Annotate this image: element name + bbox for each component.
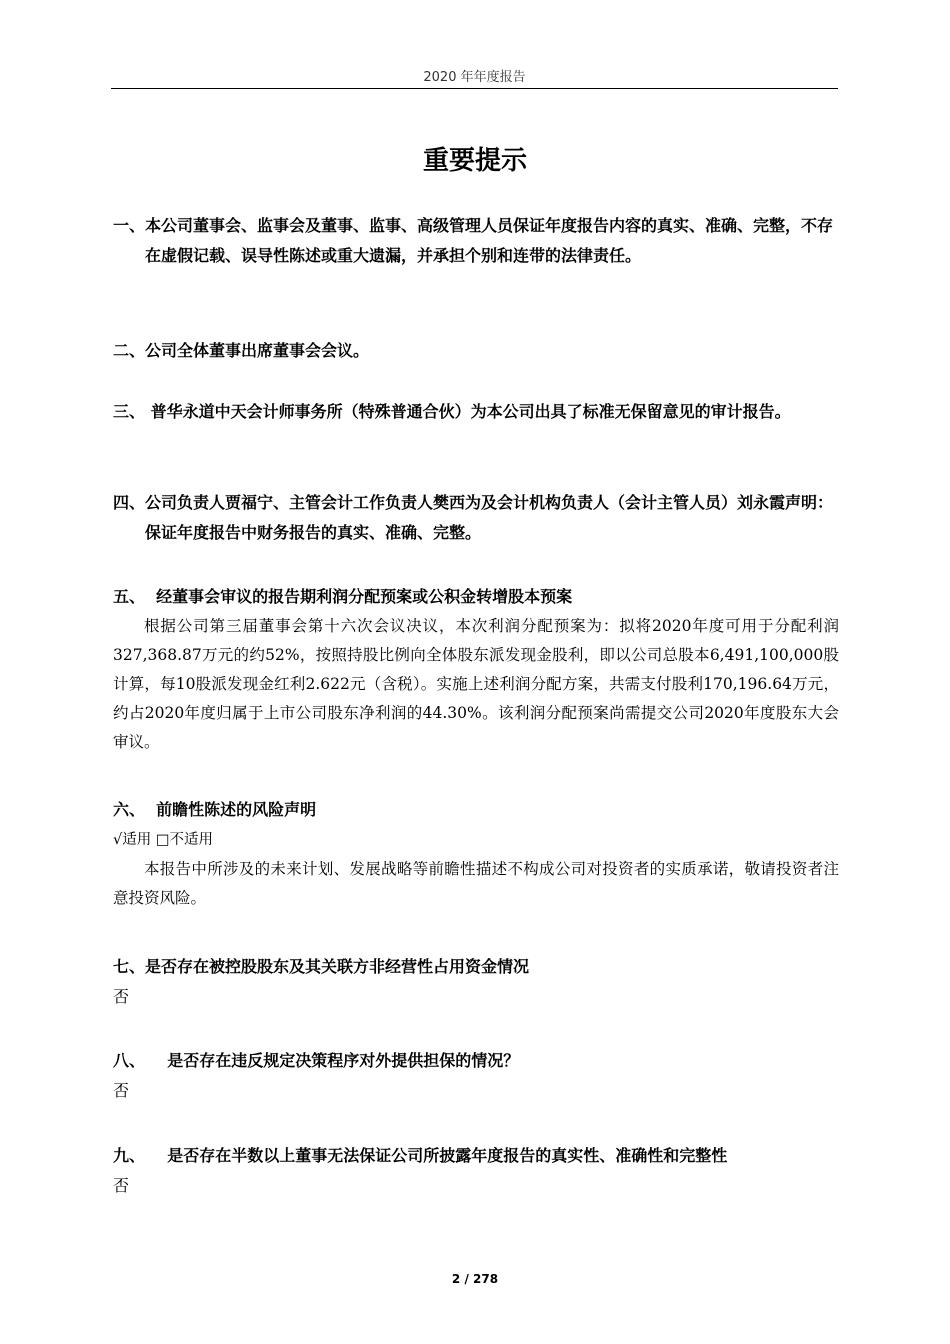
section-5	[113, 582, 839, 757]
section-2	[113, 336, 839, 366]
section-heading: 经董事会审议的报告期利润分配预案或公积金转增股本预案	[156, 587, 573, 606]
section-number: 九、	[113, 1146, 168, 1165]
section-heading: 是否存在违反规定决策程序对外提供担保的情况？	[167, 1051, 520, 1070]
section-number: 五、	[113, 587, 157, 606]
running-header: 2020 年年度报告	[423, 70, 526, 85]
section-heading: 本公司董事会、监事会及董事、监事、高级管理人员保证年度报告内容的真实、准确、完整，不存在虚假记载、误导性陈述或重大遗漏，并承担个别和连带的法律责任。	[145, 216, 834, 265]
section-heading: 是否存在被控股股东及其关联方非经营性占用资金情况	[145, 957, 530, 976]
section-number: 四、	[113, 493, 146, 512]
section-number: 八、	[113, 1051, 168, 1070]
profit-distribution-text: 根据公司第三届董事会第十六次会议决议，本次利润分配预案为：拟将2020年度可用于分配利润327,368.87万元的约52%，按照持股比例向全体股东派发现金股利，即以公司总股本6,491,100,000股计算，每10股派发现金红利2.622元（含税）。实施上述利润分配方案，共需支付股利170,196.64万元，约占2020年度归属于上市公司股东净利润的44.30%。该利润分配预案尚需提交公司2020年度股东大会审议。	[113, 617, 839, 751]
section-number: 三、	[113, 402, 151, 421]
section-number: 二、	[113, 341, 146, 360]
section-heading: 公司负责人贾福宁、主管会计工作负责人樊西为及会计机构负责人（会计主管人员）刘永霞声明：保证年度报告中财务报告的真实、准确、完整。	[145, 493, 834, 542]
section-number: 六、	[113, 800, 157, 819]
section-1	[113, 211, 839, 271]
section-6	[113, 795, 839, 913]
section-number: 一、	[113, 216, 146, 235]
section-heading: 公司全体董事出席董事会会议。	[145, 341, 370, 360]
section-9	[113, 1141, 839, 1201]
section-heading: 是否存在半数以上董事无法保证公司所披露年度报告的真实性、准确性和完整性	[167, 1146, 728, 1165]
section-heading: 前瞻性陈述的风险声明	[156, 800, 317, 819]
section-3	[113, 397, 839, 427]
section-8	[113, 1046, 839, 1106]
header-divider	[111, 88, 838, 89]
section-number: 七、	[113, 957, 146, 976]
section-heading: 普华永道中天会计师事务所（特殊普通合伙）为本公司出具了标准无保留意见的审计报告。	[150, 402, 791, 421]
answer: 否	[113, 1081, 130, 1100]
section-4	[113, 488, 839, 548]
risk-statement-text: 本报告中所涉及的未来计划、发展战略等前瞻性描述不构成公司对投资者的实质承诺，敬请投资者注意投资风险。	[113, 860, 839, 907]
answer: 否	[113, 1176, 130, 1195]
answer: 否	[113, 987, 130, 1006]
section-7	[113, 952, 839, 1012]
page-title: 重要提示	[422, 146, 527, 176]
page-number: 2 / 278	[451, 1272, 499, 1286]
applicability-options: √适用 □不适用	[113, 832, 214, 848]
